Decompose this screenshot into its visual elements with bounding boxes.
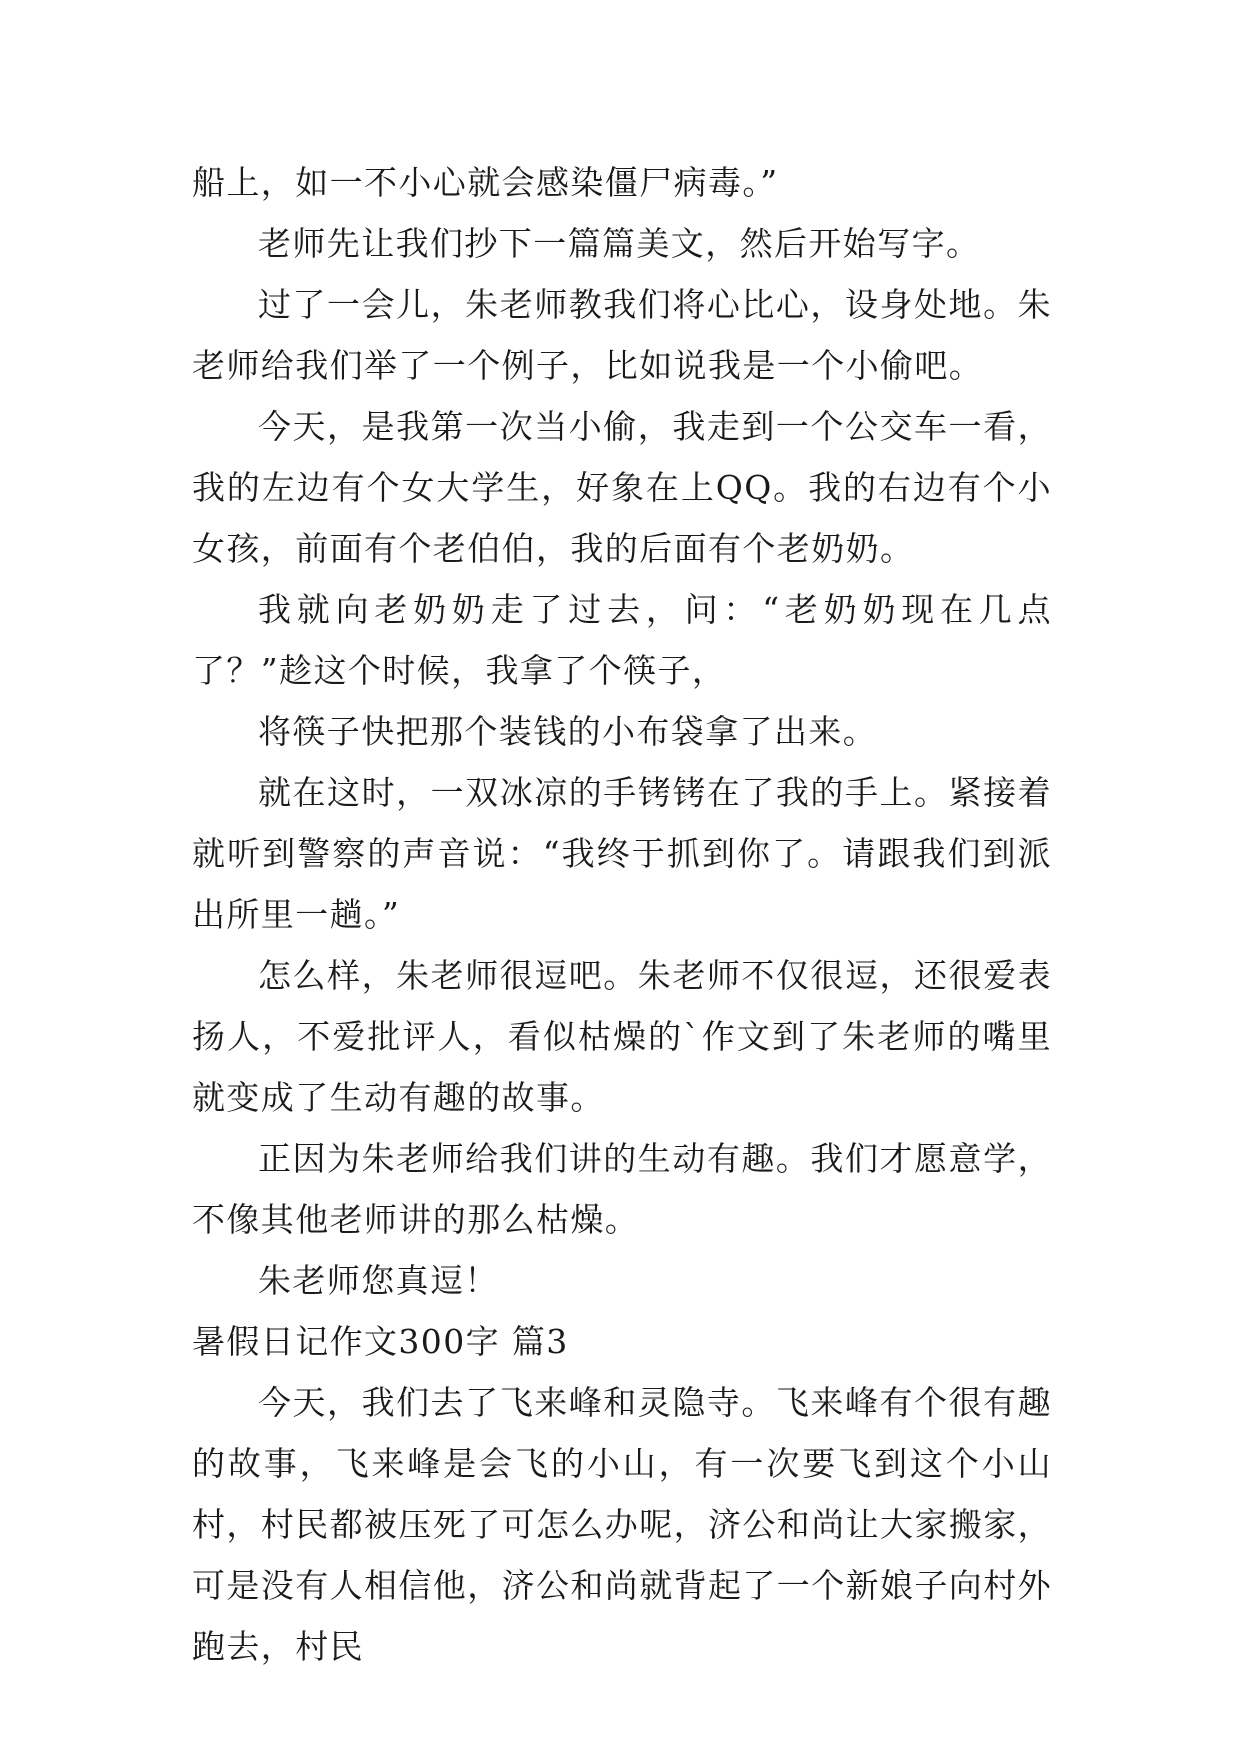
paragraph: 今天，是我第一次当小偷，我走到一个公交车一看，我的左边有个女大学生，好象在上QQ。我的右边有个小女孩，前面有个老伯伯，我的后面有个老奶奶。 bbox=[192, 407, 1052, 568]
paragraph: 今天，我们去了飞来峰和灵隐寺。飞来峰有个很有趣的故事，飞来峰是会飞的小山，有一次要飞到这个小山村，村民都被压死了可怎么办呢，济公和尚让大家搬家，可是没有人相信他，济公和尚就背起了一个新娘子向村外跑去，村民 bbox=[192, 1383, 1052, 1666]
paragraph: 将筷子快把那个装钱的小布袋拿了出来。 bbox=[258, 712, 878, 751]
paragraph: 朱老师您真逗！ bbox=[258, 1261, 499, 1300]
paragraph: 船上，如一不小心就会感染僵尸病毒。” bbox=[192, 163, 779, 202]
paragraph: 我就向老奶奶走了过去，问：“老奶奶现在几点了？”趁这个时候，我拿了个筷子， bbox=[192, 590, 1052, 690]
paragraph: 正因为朱老师给我们讲的生动有趣。我们才愿意学，不像其他老师讲的那么枯燥。 bbox=[192, 1139, 1052, 1239]
section-heading: 暑假日记作文300字 篇3 bbox=[192, 1322, 569, 1361]
document-body bbox=[192, 152, 1052, 1677]
paragraph: 过了一会儿，朱老师教我们将心比心，设身处地。朱老师给我们举了一个例子，比如说我是一个小偷吧。 bbox=[192, 285, 1052, 385]
paragraph: 老师先让我们抄下一篇篇美文，然后开始写字。 bbox=[258, 224, 981, 263]
paragraph: 怎么样，朱老师很逗吧。朱老师不仅很逗，还很爱表扬人，不爱批评人，看似枯燥的`作文到了朱老师的嘴里就变成了生动有趣的故事。 bbox=[192, 956, 1052, 1117]
paragraph: 就在这时，一双冰凉的手铐铐在了我的手上。紧接着就听到警察的声音说：“我终于抓到你了。请跟我们到派出所里一趟。” bbox=[192, 773, 1052, 934]
